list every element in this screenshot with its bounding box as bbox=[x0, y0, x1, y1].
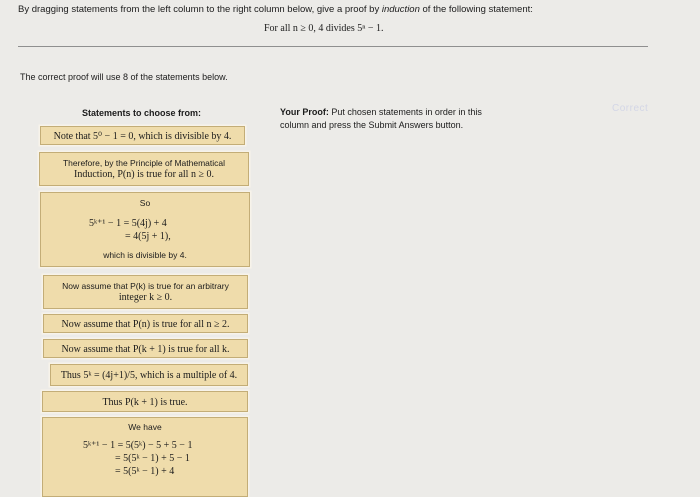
statement-card-we-have[interactable]: We have 5ᵏ⁺¹ − 1 = 5(5ᵏ) − 5 + 5 − 1 = 5(5ᵏ − 1) + 5 − 1 = 5(5ᵏ − 1) + 4 bbox=[42, 417, 248, 497]
intro-text: The correct proof will use 8 of the statements below. bbox=[20, 72, 228, 82]
statement-card-assume-pn[interactable]: Now assume that P(n) is true for all n ≥ 2. bbox=[43, 314, 248, 333]
statement-card-base-case[interactable]: Note that 5⁰ − 1 = 0, which is divisible by 4. bbox=[40, 126, 245, 145]
instruction-text: By dragging statements from the left column to the right column below, give a proof by induction of the following statement: bbox=[18, 4, 533, 15]
theorem-statement: For all n ≥ 0, 4 divides 5ⁿ − 1. bbox=[264, 23, 384, 34]
statement-card-thus-pk1[interactable]: Thus P(k + 1) is true. bbox=[42, 391, 248, 412]
statement-card-thus-5k[interactable]: Thus 5ᵏ = (4j+1)/5, which is a multiple of 4. bbox=[50, 364, 248, 386]
left-column-header: Statements to choose from: bbox=[82, 108, 202, 118]
faded-status-text: Correct bbox=[612, 103, 649, 114]
statement-card-conclusion[interactable]: Therefore, by the Principle of Mathematical Induction, P(n) is true for all n ≥ 0. bbox=[39, 152, 249, 186]
statement-card-assume-pk1[interactable]: Now assume that P(k + 1) is true for all k. bbox=[43, 339, 248, 358]
right-column-header: Your Proof: Put chosen statements in order in this column and press the Submit Answers button. bbox=[280, 107, 482, 130]
statement-card-assume-pk[interactable]: Now assume that P(k) is true for an arbitrary integer k ≥ 0. bbox=[43, 275, 248, 309]
statement-card-so-divisible[interactable]: So 5ᵏ⁺¹ − 1 = 5(4j) + 4 = 4(5j + 1), which is divisible by 4. bbox=[40, 192, 250, 267]
divider bbox=[18, 46, 648, 47]
